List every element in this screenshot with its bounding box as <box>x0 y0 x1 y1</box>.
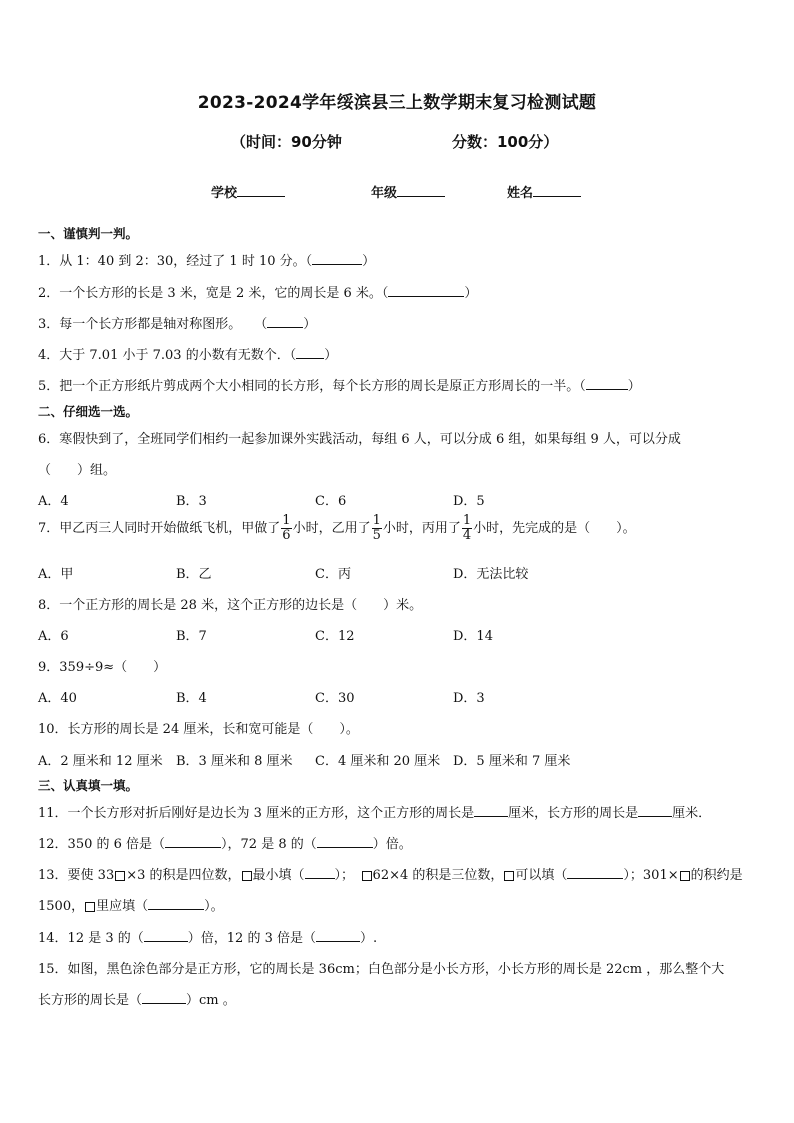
question-11 <box>38 802 711 821</box>
option-10a[interactable]: A．2 厘米和 12 厘米 <box>38 754 163 769</box>
question-12-text-b: ），72 是 8 的（ <box>221 837 317 852</box>
question-13-text-h: 的积约是 <box>690 868 743 883</box>
question-13-line-2 <box>38 895 224 914</box>
grade-field[interactable] <box>371 182 445 201</box>
question-5 <box>38 375 641 394</box>
name-label: 姓名 <box>507 186 534 201</box>
answer-blank-13a[interactable] <box>305 866 335 879</box>
option-9a[interactable]: A．40 <box>38 691 77 706</box>
box-placeholder-icon <box>115 871 125 881</box>
question-7-text-d: 小时，先完成的是（ ）。 <box>473 521 636 536</box>
question-13-line-2-c: ）。 <box>204 899 224 914</box>
option-6c[interactable]: C．6 <box>315 494 347 509</box>
question-14 <box>38 927 377 946</box>
option-8a[interactable]: A．6 <box>38 629 69 644</box>
answer-blank-11a[interactable] <box>474 804 508 817</box>
answer-blank-2[interactable] <box>388 284 464 297</box>
fraction-2-denominator: 5 <box>372 528 381 543</box>
fraction-one-fourth <box>462 514 472 543</box>
option-8d[interactable]: D．14 <box>453 629 493 644</box>
option-9c[interactable]: C．30 <box>315 691 355 706</box>
question-12-text-c: ）倍。 <box>372 837 412 852</box>
answer-blank-14b[interactable] <box>316 929 360 942</box>
grade-blank[interactable] <box>397 184 445 197</box>
school-field[interactable] <box>211 182 285 201</box>
question-9: 9．359÷9≈（ ） <box>38 660 167 675</box>
question-2 <box>38 282 477 301</box>
question-6-line-1: 6．寒假快到了，全班同学们相约一起参加课外实践活动，每组 6 人，可以分成 6 组，如果每组 9 人，可以分成 <box>38 432 681 447</box>
question-5-text: 5．把一个正方形纸片剪成两个大小相同的长方形，每个长方形的周长是原正方形周长的一半。（ <box>38 379 586 394</box>
question-15-text-a: 长方形的周长是（ <box>38 993 143 1008</box>
question-15-line-1: 15．如图，黑色涂色部分是正方形，它的周长是 36cm；白色部分是小长方形，小长方形的周长是 22cm ，那么整个大 <box>38 962 725 977</box>
option-6a[interactable]: A．4 <box>38 494 69 509</box>
box-placeholder-icon <box>242 871 252 881</box>
question-11-text-b: 厘米，长方形的周长是 <box>508 806 639 821</box>
question-3 <box>38 313 316 332</box>
question-5-end: ） <box>627 379 641 394</box>
question-14-text-b: ）倍，12 的 3 倍是（ <box>187 931 316 946</box>
fraction-1-denominator: 6 <box>282 528 291 543</box>
question-13-text-b: ×3 的积是四位数， <box>126 868 241 883</box>
school-label: 学校 <box>211 186 238 201</box>
question-12 <box>38 833 412 852</box>
name-field[interactable] <box>507 182 581 201</box>
answer-blank-13b[interactable] <box>567 866 623 879</box>
question-4-end: ） <box>324 348 338 363</box>
option-9b[interactable]: B．4 <box>176 691 207 706</box>
question-13-text-c: 最小填（ <box>252 868 305 883</box>
question-6-line-2: （ ）组。 <box>38 463 117 478</box>
question-10: 10．长方形的周长是 24 厘米，长和宽可能是（ ）。 <box>38 722 359 737</box>
fraction-1-numerator: 1 <box>282 513 291 528</box>
box-placeholder-icon <box>504 871 514 881</box>
question-13-text-e: 62×4 的积是三位数， <box>372 868 504 883</box>
question-1-end: ） <box>362 254 376 269</box>
option-10d[interactable]: D．5 厘米和 7 厘米 <box>453 754 571 769</box>
fraction-one-sixth <box>281 514 291 543</box>
section-heading-3: 三、认真填一填。 <box>38 778 139 793</box>
question-15-line-2 <box>38 989 236 1008</box>
question-13-line-2-b: 里应填（ <box>96 899 149 914</box>
box-placeholder-icon <box>85 902 95 912</box>
question-7-text-a: 7．甲乙丙三人同时开始做纸飞机，甲做了 <box>38 521 281 536</box>
question-3-text: 3．每一个长方形都是轴对称图形。 （ <box>38 317 268 332</box>
option-7b[interactable]: B．乙 <box>176 567 212 582</box>
option-10c[interactable]: C．4 厘米和 20 厘米 <box>315 754 441 769</box>
box-placeholder-icon <box>680 871 690 881</box>
name-blank[interactable] <box>533 184 581 197</box>
question-13-line-1 <box>38 864 743 883</box>
answer-blank-4[interactable] <box>296 346 324 359</box>
answer-blank-13c[interactable] <box>148 897 204 910</box>
section-heading-2: 二、仔细选一选。 <box>38 404 139 419</box>
question-12-text-a: 12．350 的 6 倍是（ <box>38 837 166 852</box>
question-13-line-2-a: 1500， <box>38 899 85 914</box>
option-7a[interactable]: A．甲 <box>38 567 74 582</box>
question-15-text-b: ）cm 。 <box>186 993 236 1008</box>
question-13-text-a: 13．要使 33 <box>38 868 115 883</box>
fraction-one-fifth <box>372 514 382 543</box>
question-13-text-f: 可以填（ <box>515 868 568 883</box>
question-13-text-d: ）； <box>334 868 361 883</box>
answer-blank-14a[interactable] <box>144 929 188 942</box>
question-2-end: ） <box>464 286 478 301</box>
question-7-text-c: 小时，丙用了 <box>382 521 461 536</box>
section-heading-1: 一、谨慎判一判。 <box>38 226 139 241</box>
question-4-text: 4．大于 7.01 小于 7.03 的小数有无数个．（ <box>38 348 297 363</box>
answer-blank-12a[interactable] <box>165 835 221 848</box>
question-7-text-b: 小时，乙用了 <box>292 521 371 536</box>
exam-title: 2023-2024学年绥滨县三上数学期末复习检测试题 <box>197 93 597 113</box>
time-limit: （时间：90分钟 <box>231 133 342 151</box>
fraction-3-numerator: 1 <box>462 513 472 528</box>
question-1 <box>38 250 375 269</box>
option-8b[interactable]: B．7 <box>176 629 207 644</box>
question-13-text-g: ）；301× <box>623 868 679 883</box>
question-14-text-c: ）. <box>359 931 378 946</box>
option-7c[interactable]: C．丙 <box>315 567 351 582</box>
answer-blank-15[interactable] <box>142 991 186 1004</box>
question-4 <box>38 344 337 363</box>
fraction-2-numerator: 1 <box>372 513 381 528</box>
question-11-text-c: 厘米． <box>672 806 712 821</box>
total-score: 分数：100分） <box>452 133 559 151</box>
option-10b[interactable]: B．3 厘米和 8 厘米 <box>176 754 293 769</box>
answer-blank-1[interactable] <box>312 252 362 265</box>
fraction-3-denominator: 4 <box>462 528 472 543</box>
question-2-text: 2．一个长方形的长是 3 米，宽是 2 米，它的周长是 6 米。（ <box>38 286 389 301</box>
answer-blank-12b[interactable] <box>317 835 373 848</box>
option-7d[interactable]: D．无法比较 <box>453 567 529 582</box>
question-1-text: 1．从 1：40 到 2：30，经过了 1 时 10 分。（ <box>38 254 313 269</box>
answer-blank-11b[interactable] <box>638 804 672 817</box>
option-6d[interactable]: D．5 <box>453 494 485 509</box>
option-9d[interactable]: D．3 <box>453 691 485 706</box>
school-blank[interactable] <box>237 184 285 197</box>
box-placeholder-icon <box>362 871 372 881</box>
question-3-end: ） <box>303 317 317 332</box>
question-14-text-a: 14．12 是 3 的（ <box>38 931 144 946</box>
option-8c[interactable]: C．12 <box>315 629 355 644</box>
option-6b[interactable]: B．3 <box>176 494 207 509</box>
answer-blank-5[interactable] <box>586 377 628 390</box>
answer-blank-3[interactable] <box>267 315 303 328</box>
question-7 <box>38 514 636 543</box>
grade-label: 年级 <box>371 186 398 201</box>
question-8: 8．一个正方形的周长是 28 米，这个正方形的边长是（ ）米。 <box>38 598 423 613</box>
question-11-text-a: 11．一个长方形对折后刚好是边长为 3 厘米的正方形，这个正方形的周长是 <box>38 806 475 821</box>
